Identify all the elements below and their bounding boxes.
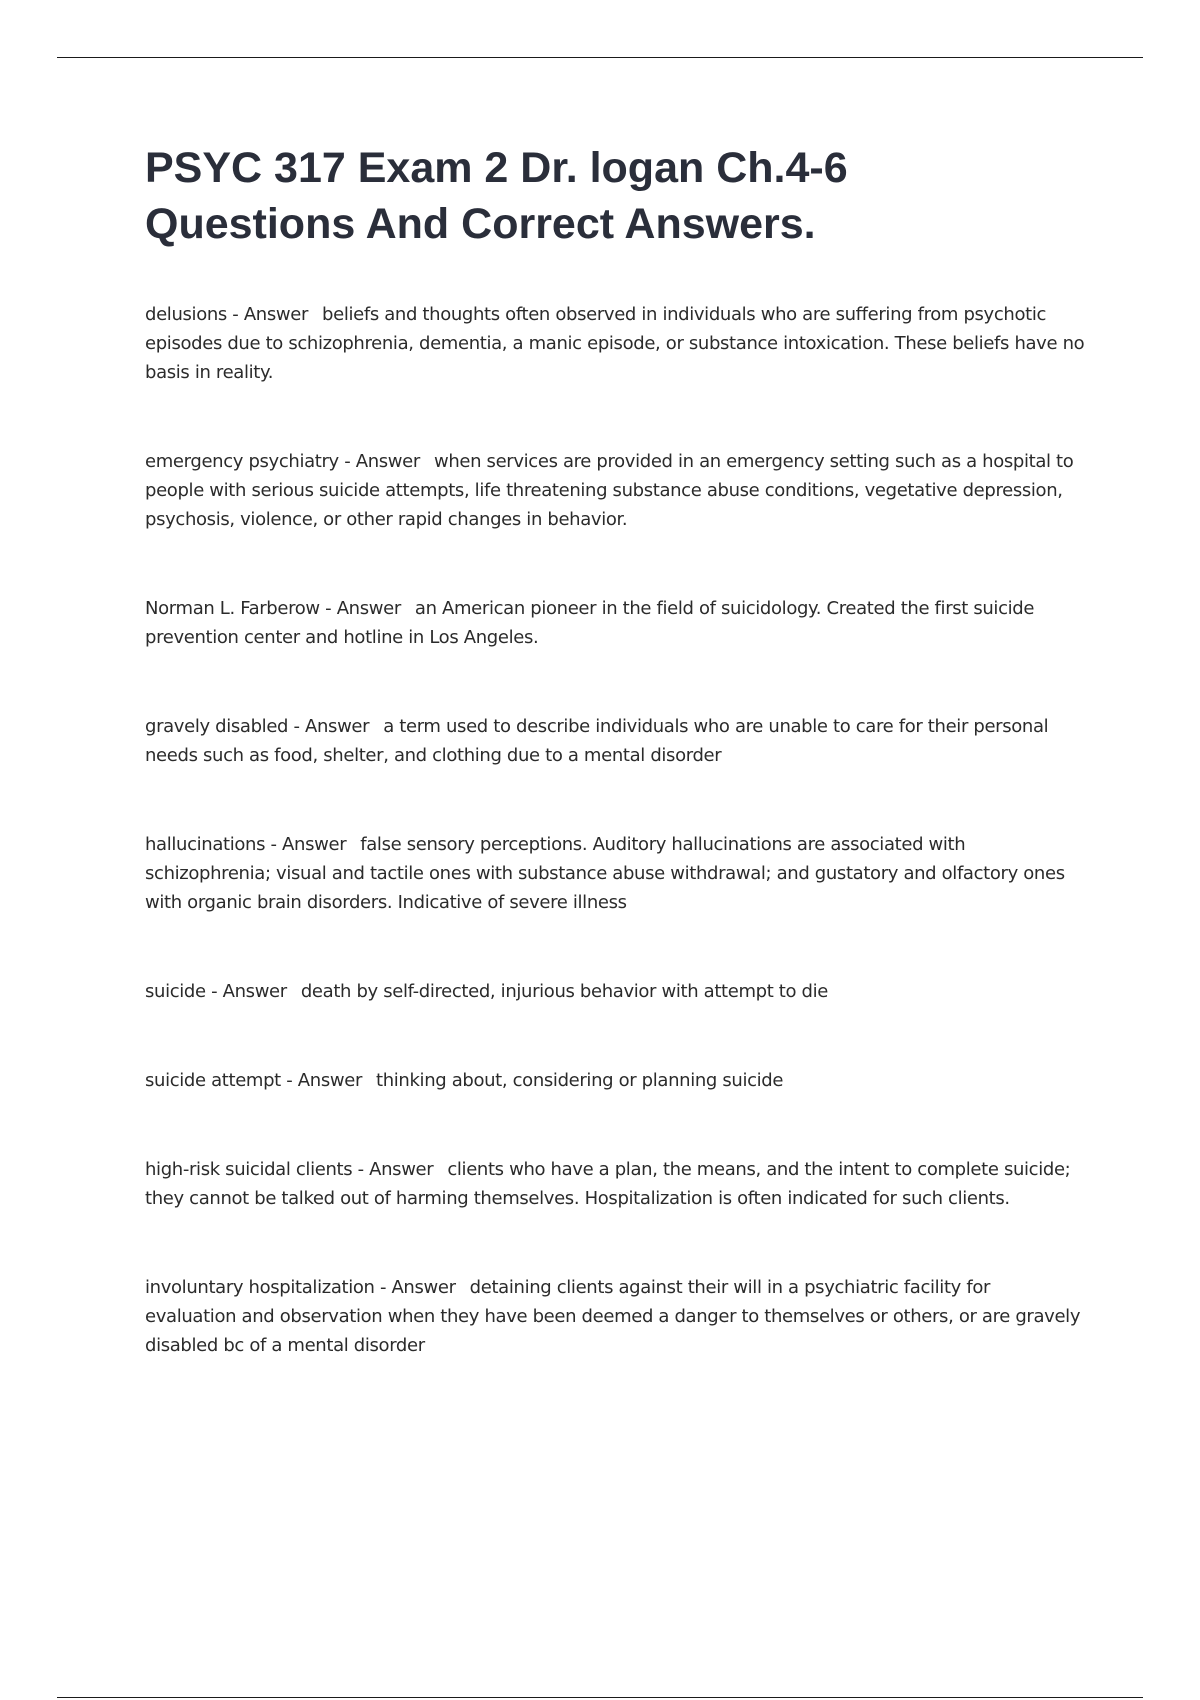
entry-term: hallucinations [145, 834, 266, 855]
qa-entry [145, 1066, 1085, 1095]
qa-entry [145, 977, 1085, 1006]
entry-definition: detaining clients against their will in a psychiatric facility for evaluation and observation when they have been deemed a danger to themselves or others, or are gravely disabled bc of a mental disorder [145, 1277, 1081, 1356]
entry-definition: false sensory perceptions. Auditory hallucinations are associated with schizophrenia; visual and tactile ones with substance abuse withdrawal; and gustatory and olfactory ones with organic brain disorders. Indicative of severe illness [145, 834, 1065, 913]
qa-entry [145, 447, 1085, 534]
title-line-2: Questions And Correct Answers. [145, 200, 816, 248]
entry-term: delusions [145, 304, 227, 325]
entry-separator: - Answer [226, 304, 309, 325]
bottom-divider [57, 1697, 1143, 1698]
document-body [145, 140, 1085, 1420]
qa-entry [145, 830, 1085, 917]
qa-entry [145, 1273, 1085, 1360]
qa-list [145, 300, 1085, 1360]
document-title [145, 140, 1085, 252]
entry-term: high-risk suicidal clients [145, 1159, 353, 1180]
entry-term: suicide attempt [145, 1070, 281, 1091]
entry-definition: death by self-directed, injurious behavior with attempt to die [300, 981, 828, 1002]
entry-term: suicide [145, 981, 206, 1002]
entry-term: Norman L. Farberow [145, 598, 320, 619]
top-divider [57, 57, 1143, 58]
entry-separator: - Answer [205, 981, 287, 1002]
entry-definition: an American pioneer in the field of suicidology. Created the first suicide prevention center and hotline in Los Angeles. [145, 598, 1035, 648]
entry-definition: when services are provided in an emergency setting such as a hospital to people with serious suicide attempts, life threatening substance abuse conditions, vegetative depression, psychosis, violence, or other rapid changes in behavior. [145, 451, 1074, 530]
entry-term: emergency psychiatry [145, 451, 339, 472]
entry-separator: - Answer [374, 1277, 456, 1298]
entry-separator: - Answer [265, 834, 347, 855]
entry-separator: - Answer [338, 451, 420, 472]
qa-entry [145, 712, 1085, 770]
entry-separator: - Answer [280, 1070, 362, 1091]
title-line-1: PSYC 317 Exam 2 Dr. logan Ch.4-6 [145, 144, 848, 192]
entry-term: gravely disabled [145, 716, 289, 737]
entry-definition: clients who have a plan, the means, and the intent to complete suicide; they cannot be talked out of harming themselves. Hospitalization is often indicated for such clients. [145, 1159, 1071, 1209]
entry-definition: thinking about, considering or planning suicide [376, 1070, 784, 1091]
entry-definition: a term used to describe individuals who are unable to care for their personal needs such as food, shelter, and clothing due to a mental disorder [145, 716, 1049, 766]
entry-separator: - Answer [288, 716, 370, 737]
entry-separator: - Answer [319, 598, 401, 619]
qa-entry [145, 594, 1085, 652]
entry-separator: - Answer [352, 1159, 434, 1180]
entry-definition: beliefs and thoughts often observed in individuals who are suffering from psychotic episodes due to schizophrenia, dementia, a manic episode, or substance intoxication. These beliefs have no basis in reality. [145, 304, 1085, 383]
qa-entry [145, 1155, 1085, 1213]
qa-entry [145, 300, 1085, 387]
entry-term: involuntary hospitalization [145, 1277, 375, 1298]
